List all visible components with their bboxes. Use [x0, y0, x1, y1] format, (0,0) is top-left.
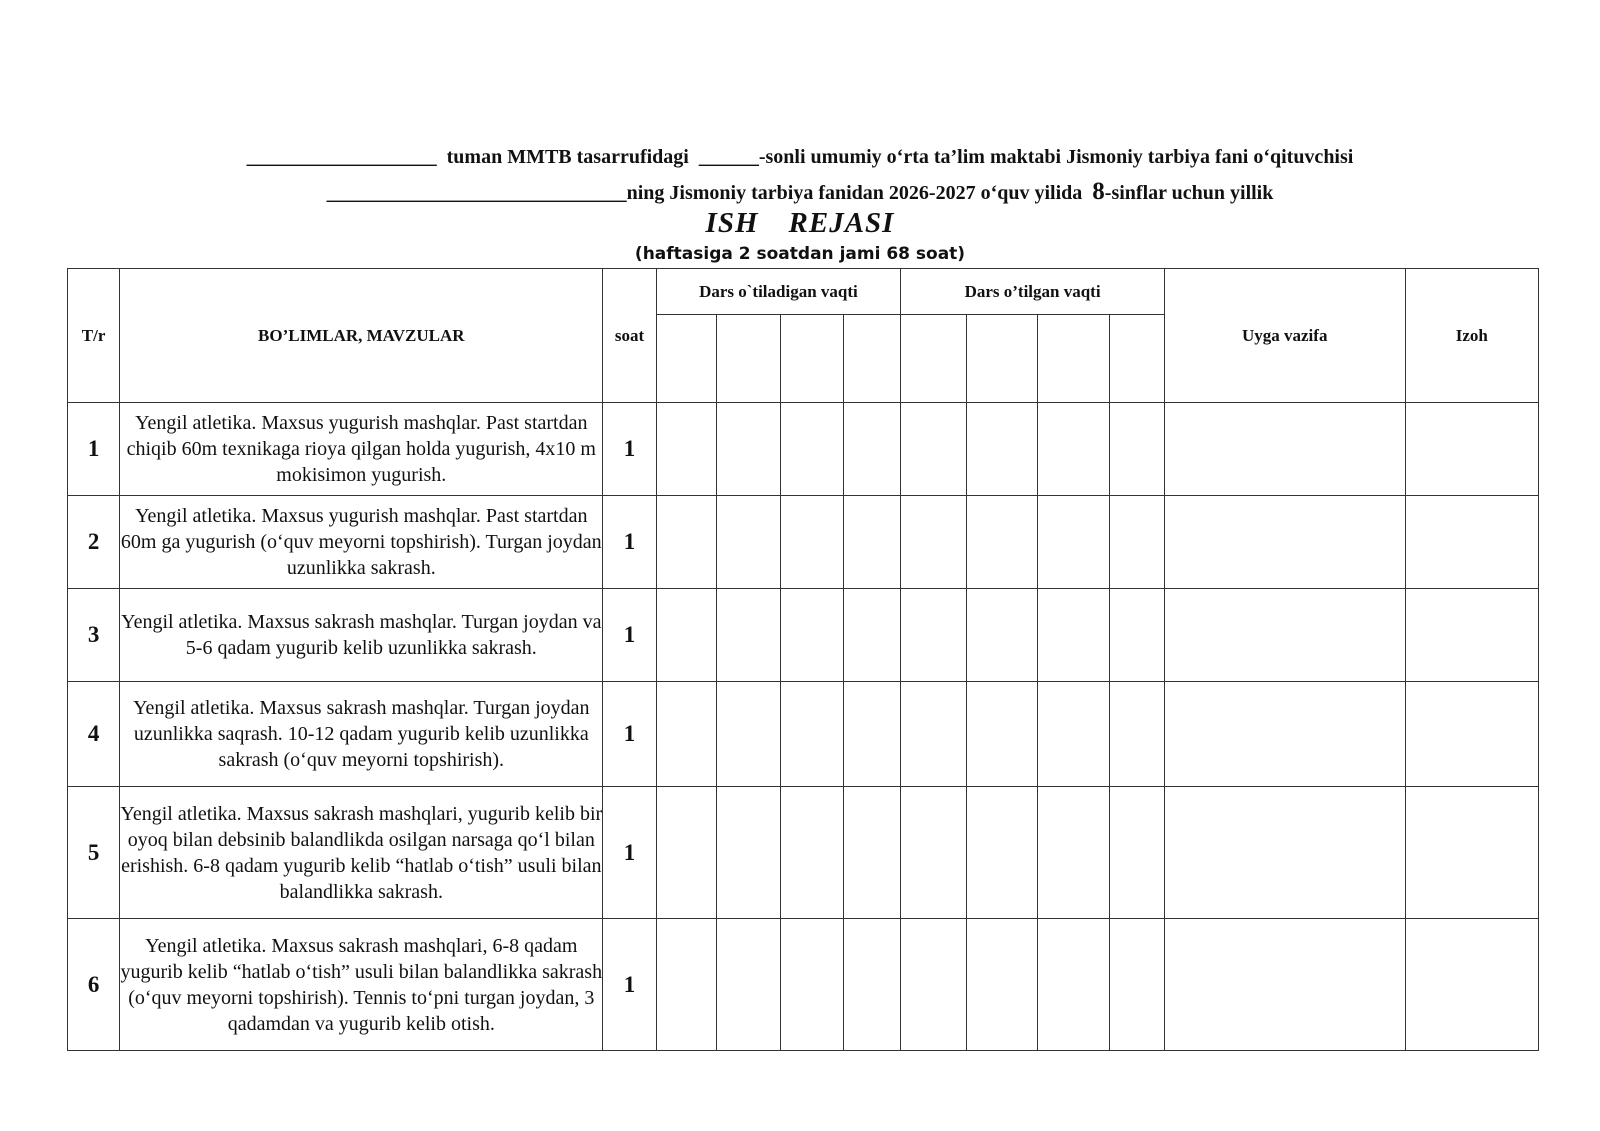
planned-date-cell[interactable]	[844, 315, 901, 403]
planned-date-cell[interactable]	[844, 403, 901, 496]
title-word: REJASI	[788, 207, 895, 239]
actual-date-cell[interactable]	[967, 315, 1037, 403]
planned-date-cell[interactable]	[656, 589, 716, 682]
planned-date-cell[interactable]	[716, 919, 780, 1051]
planned-date-cell[interactable]	[716, 682, 780, 787]
planned-date-cell[interactable]	[844, 787, 901, 919]
teacher-name-blank[interactable]: ______________________________	[326, 182, 627, 204]
actual-date-cell[interactable]	[1109, 496, 1164, 589]
planned-date-cell[interactable]	[844, 496, 901, 589]
homework-cell[interactable]	[1164, 589, 1405, 682]
row-number: 3	[68, 589, 120, 682]
row-number: 2	[68, 496, 120, 589]
planned-date-cell[interactable]	[656, 682, 716, 787]
actual-date-cell[interactable]	[967, 787, 1037, 919]
actual-date-cell[interactable]	[1109, 589, 1164, 682]
row-topic: Yengil atletika. Maxsus yugurish mashqlar. Past startdan chiqib 60m texnikaga rioya qilgan holda yugurish, 4x10 m mokisimon yugurish.	[120, 403, 603, 496]
actual-date-cell[interactable]	[901, 403, 967, 496]
actual-date-cell[interactable]	[901, 589, 967, 682]
district-blank[interactable]: ___________________	[246, 146, 437, 168]
actual-date-cell[interactable]	[1109, 403, 1164, 496]
table-row	[68, 919, 1539, 1051]
grade-number: 8	[1092, 178, 1105, 205]
row-number: 4	[68, 682, 120, 787]
actual-date-cell[interactable]	[1037, 787, 1109, 919]
planned-date-cell[interactable]	[780, 919, 843, 1051]
planned-date-cell[interactable]	[780, 403, 843, 496]
col-header-hours: soat	[603, 269, 656, 403]
notes-cell[interactable]	[1405, 589, 1538, 682]
homework-cell[interactable]	[1164, 682, 1405, 787]
actual-date-cell[interactable]	[967, 589, 1037, 682]
actual-date-cell[interactable]	[901, 496, 967, 589]
planned-date-cell[interactable]	[656, 787, 716, 919]
planned-date-cell[interactable]	[780, 787, 843, 919]
plan-table-body	[68, 403, 1539, 1051]
actual-date-cell[interactable]	[967, 919, 1037, 1051]
header-text: -sinflar uchun yillik	[1104, 182, 1274, 204]
actual-date-cell[interactable]	[1037, 315, 1109, 403]
planned-date-cell[interactable]	[844, 682, 901, 787]
notes-cell[interactable]	[1405, 787, 1538, 919]
actual-date-cell[interactable]	[901, 315, 967, 403]
table-row	[68, 403, 1539, 496]
school-number-blank[interactable]: ______	[698, 146, 759, 168]
planned-date-cell[interactable]	[780, 589, 843, 682]
homework-cell[interactable]	[1164, 919, 1405, 1051]
row-hours: 1	[603, 403, 656, 496]
header-text: ning Jismoniy tarbiya fanidan 2026-2027 oʻquv yilida	[626, 182, 1083, 204]
row-topic: Yengil atletika. Maxsus yugurish mashqlar. Past startdan 60m ga yugurish (oʻquv meyorni topshirish). Turgan joydan uzunlikka sakrash.	[120, 496, 603, 589]
actual-date-cell[interactable]	[1109, 682, 1164, 787]
header-line-1	[0, 146, 1600, 169]
row-topic: Yengil atletika. Maxsus sakrash mashqlari, 6-8 qadam yugurib kelib “hatlab oʻtish” usuli bilan balandlikka sakrash (oʻquv meyorni topshirish). Tennis toʻpni turgan joydan, 3 qadamdan va yugurib kelib otish.	[120, 919, 603, 1051]
planned-date-cell[interactable]	[844, 589, 901, 682]
actual-date-cell[interactable]	[967, 403, 1037, 496]
col-header-number: T/r	[68, 269, 120, 403]
actual-date-cell[interactable]	[1037, 589, 1109, 682]
homework-cell[interactable]	[1164, 496, 1405, 589]
table-row	[68, 682, 1539, 787]
col-header-planned-date: Dars o`tiladigan vaqti	[656, 269, 901, 315]
row-topic: Yengil atletika. Maxsus sakrash mashqlari, yugurib kelib bir oyoq bilan debsinib balandlikda osilgan narsaga qoʻl bilan erishish. 6-8 qadam yugurib kelib “hatlab oʻtish” usuli bilan balandlikka sakrash.	[120, 787, 603, 919]
planned-date-cell[interactable]	[656, 403, 716, 496]
actual-date-cell[interactable]	[1037, 682, 1109, 787]
header-text: -sonli umumiy oʻrta ta’lim maktabi Jismoniy tarbiya fani oʻqituvchisi	[758, 146, 1354, 168]
actual-date-cell[interactable]	[901, 919, 967, 1051]
page-subtitle: (haftasiga 2 soatdan jami 68 soat)	[634, 244, 966, 264]
planned-date-cell[interactable]	[780, 682, 843, 787]
col-header-homework: Uyga vazifa	[1164, 269, 1405, 403]
header-text: tuman MMTB tasarrufidagi	[446, 146, 689, 168]
planned-date-cell[interactable]	[780, 315, 843, 403]
notes-cell[interactable]	[1405, 403, 1538, 496]
row-hours: 1	[603, 589, 656, 682]
actual-date-cell[interactable]	[1037, 496, 1109, 589]
page-title	[0, 207, 1600, 240]
planned-date-cell[interactable]	[716, 787, 780, 919]
title-word: ISH	[705, 207, 759, 239]
homework-cell[interactable]	[1164, 787, 1405, 919]
actual-date-cell[interactable]	[1109, 315, 1164, 403]
notes-cell[interactable]	[1405, 682, 1538, 787]
row-topic: Yengil atletika. Maxsus sakrash mashqlar. Turgan joydan uzunlikka saqrash. 10-12 qadam yugurib kelib uzunlikka sakrash (oʻquv meyorni topshirish).	[120, 682, 603, 787]
notes-cell[interactable]	[1405, 496, 1538, 589]
row-number: 5	[68, 787, 120, 919]
actual-date-cell[interactable]	[967, 496, 1037, 589]
row-hours: 1	[603, 682, 656, 787]
planned-date-cell[interactable]	[656, 496, 716, 589]
table-header-row	[68, 269, 1539, 315]
header-line-2	[0, 178, 1600, 206]
actual-date-cell[interactable]	[1109, 919, 1164, 1051]
plan-table	[67, 268, 1539, 1051]
row-number: 6	[68, 919, 120, 1051]
planned-date-cell[interactable]	[716, 315, 780, 403]
planned-date-cell[interactable]	[716, 496, 780, 589]
planned-date-cell[interactable]	[780, 496, 843, 589]
row-topic: Yengil atletika. Maxsus sakrash mashqlar. Turgan joydan va 5-6 qadam yugurib kelib uzunlikka sakrash.	[120, 589, 603, 682]
planned-date-cell[interactable]	[656, 315, 716, 403]
planned-date-cell[interactable]	[844, 919, 901, 1051]
actual-date-cell[interactable]	[1109, 787, 1164, 919]
col-header-notes: Izoh	[1405, 269, 1538, 403]
col-header-actual-date: Dars o’tilgan vaqti	[901, 269, 1165, 315]
row-hours: 1	[603, 496, 656, 589]
planned-date-cell[interactable]	[716, 589, 780, 682]
table-row	[68, 787, 1539, 919]
actual-date-cell[interactable]	[1037, 403, 1109, 496]
col-header-topics: BO’LIMLAR, MAVZULAR	[120, 269, 603, 403]
homework-cell[interactable]	[1164, 403, 1405, 496]
notes-cell[interactable]	[1405, 919, 1538, 1051]
actual-date-cell[interactable]	[967, 682, 1037, 787]
planned-date-cell[interactable]	[716, 403, 780, 496]
table-row	[68, 589, 1539, 682]
actual-date-cell[interactable]	[901, 682, 967, 787]
actual-date-cell[interactable]	[901, 787, 967, 919]
actual-date-cell[interactable]	[1037, 919, 1109, 1051]
row-hours: 1	[603, 919, 656, 1051]
planned-date-cell[interactable]	[656, 919, 716, 1051]
row-number: 1	[68, 403, 120, 496]
table-row	[68, 496, 1539, 589]
row-hours: 1	[603, 787, 656, 919]
